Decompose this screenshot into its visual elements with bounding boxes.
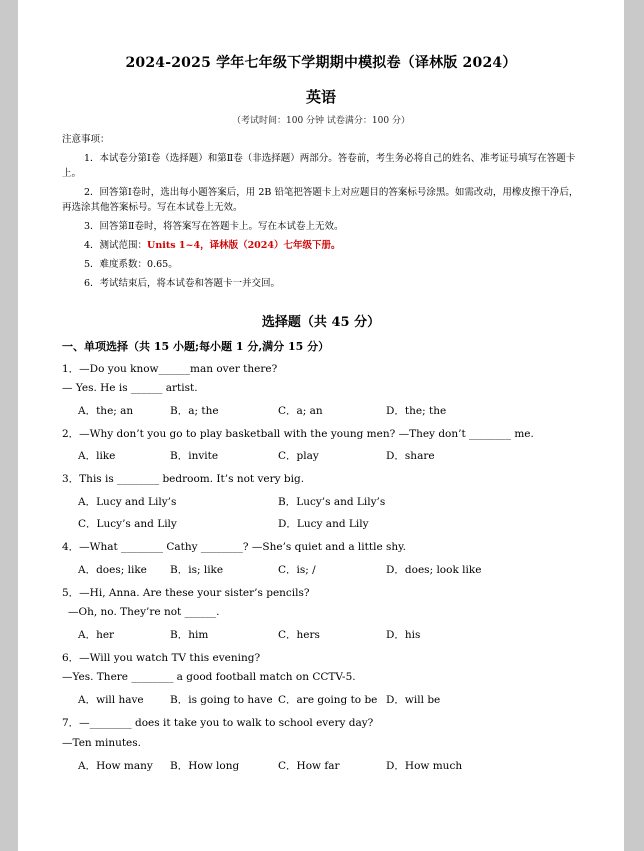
question-5-line-1: 5．—Hi, Anna. Are these your sister’s pencils? [62,587,310,599]
question-6-line-2: —Yes. There ________ a good football match on CCTV-5. [62,671,356,683]
question-5-option-b: B．him [170,629,209,641]
notes-heading: 注意事项： [62,134,110,145]
question-2-line-1: 2．—Why don’t you go to play basketball with the young men? —They don’t ________ me. [62,428,534,440]
question-6-option-a: A．will have [78,694,144,706]
section-title: 选择题（共 45 分） [261,315,381,330]
note-3: 3．回答第Ⅱ卷时，将答案写在答题卡上。写在本试卷上无效。 [84,221,344,232]
question-2-option-d: D．share [386,450,435,462]
question-3-option-c: C．Lucy’s and Lily [78,518,177,530]
question-5-option-c: C．hers [278,629,320,641]
note-4 [62,238,582,253]
question-1-line-2: — Yes. He is ______ artist. [62,382,198,394]
question-1-line-1: 1．—Do you know______man over there? [62,363,278,375]
question-7-line-1: 7．—________ does it take you to walk to school every day? [62,717,374,729]
subject-title: 英语 [305,88,336,106]
question-7-option-c: C．How far [278,760,340,772]
note-2: 2．回答第Ⅰ卷时，选出每小题答案后，用 2B 铅笔把答题卡上对应题目的答案标号涂黑。如需改动，用橡皮擦干净后，再选涂其他答案标号。写在本试卷上无效。 [62,187,579,213]
question-2-option-b: B．invite [170,450,219,462]
note-6: 6．考试结束后，将本试卷和答题卡一并交回。 [84,278,281,289]
question-2-option-a: A．like [78,450,116,462]
exam-title: 2024-2025 学年七年级下学期期中模拟卷（译林版 2024） [125,55,517,71]
question-5-option-a: A．her [78,629,115,641]
question-1-option-c: C．a; an [278,405,323,417]
note-1: 1．本试卷分第Ⅰ卷（选择题）和第Ⅱ卷（非选择题）两部分。答卷前，考生务必将自己的姓名、准考证号填写在答题卡上。 [62,153,576,179]
question-1-option-d: D．the; the [386,405,447,417]
exam-page [18,0,624,851]
question-4-option-b: B．is; like [170,564,224,576]
question-6-line-1: 6．—Will you watch TV this evening? [62,652,261,664]
question-1-option-b: B．a; the [170,405,219,417]
question-3-line-1: 3．This is ________ bedroom. It’s not very big. [62,473,305,485]
question-7-option-b: B．How long [170,760,240,772]
question-4-option-c: C．is; / [278,564,316,576]
question-4-line-1: 4．—What ________ Cathy ________? —She’s quiet and a little shy. [62,541,407,553]
question-4-option-d: D．does; look like [386,564,482,576]
question-2-option-c: C．play [278,450,319,462]
question-7-line-2: —Ten minutes. [62,737,142,749]
question-5-option-d: D．his [386,629,421,641]
exam-info: （考试时间：100 分钟 试卷满分：100 分） [232,116,410,126]
note-4-prefix: 4．测试范围： [84,240,148,251]
test-scope: Units 1~4，译林版（2024）七年级下册。 [147,240,341,251]
part-title: 一、单项选择（共 15 小题;每小题 1 分,满分 15 分） [62,340,330,353]
question-1-option-a: A．the; an [78,405,134,417]
question-6-option-c: C．are going to be [278,694,378,706]
question-7-option-d: D．How much [386,760,463,772]
question-3-option-d: D．Lucy and Lily [278,518,369,530]
notes-block [62,132,582,295]
question-5-line-2: —Oh, no. They’re not ______. [68,606,220,618]
question-3-option-a: A．Lucy and Lily’s [78,496,177,508]
question-4-option-a: A．does; like [78,564,147,576]
question-3-option-b: B．Lucy’s and Lily’s [278,496,386,508]
note-5: 5．难度系数：0.65。 [84,259,178,270]
question-6-option-d: D．will be [386,694,441,706]
question-7-option-a: A．How many [78,760,153,772]
question-6-option-b: B．is going to have [170,694,273,706]
